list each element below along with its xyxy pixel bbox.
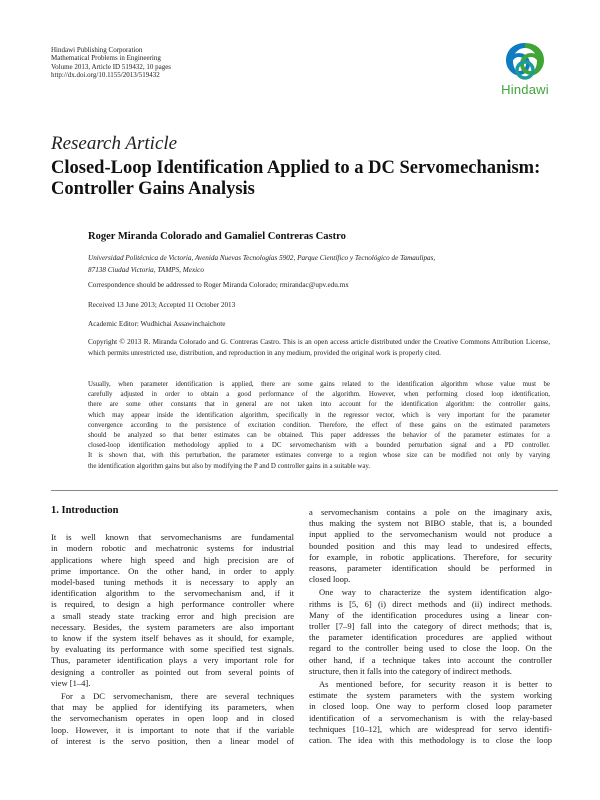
hindawi-wordmark: Hindawi	[501, 82, 549, 97]
text-line: a servomechanism contains a pole on the imaginary axis,	[309, 507, 552, 517]
intro-paragraph	[309, 507, 552, 585]
hindawi-rings-icon	[503, 40, 547, 84]
abstract-line: the identification algorithm gains but also by modifying the P and D controller gains in a suitable way.	[88, 462, 371, 470]
text-line: in closed loop. One way to perform closed loop parameter	[309, 701, 552, 712]
text-line: cation. The idea with this methodology is to close the loop	[309, 735, 552, 746]
section-heading: 1. Introduction	[51, 505, 119, 516]
text-line: estimate the system parameters with the system working	[309, 690, 552, 701]
journal-line: Mathematical Problems in Engineering	[51, 54, 161, 63]
abstract-line: convergence according to the persistence of excitation condition. Therefore, the effect of these gains on the estimated parameters	[88, 421, 550, 429]
text-line: model-based tuning methods it is necessary to apply an	[51, 577, 294, 588]
text-line: bounded position and this may lead to undesired effects,	[309, 540, 552, 551]
right-column	[309, 507, 552, 746]
text-line: that may be applied for identifying its parameters, when	[51, 702, 294, 713]
authors: Roger Miranda Colorado and Gamaliel Contreras Castro	[88, 231, 346, 242]
left-column	[51, 505, 294, 747]
text-line: a small steady state tracking error and high precision are	[51, 610, 294, 621]
text-line: One way to characterize the system identification algo-	[319, 587, 552, 598]
text-line: for example, in robotic applications. Therefore, for security	[309, 551, 552, 562]
text-line: the parameter identification procedures are applied without	[309, 632, 552, 643]
doi-link[interactable]: http://dx.doi.org/10.1155/2013/519432	[51, 71, 160, 80]
intro-paragraph	[309, 587, 552, 677]
hindawi-logo	[492, 40, 558, 108]
abstract-line: there are some other constants that in general are not taken into account for the identification algorithm: the controller gains,	[88, 401, 550, 409]
affiliation	[88, 252, 558, 276]
text-line: applications where high speed and high precision are of	[51, 554, 294, 565]
text-line: designing a controller as pointed out from several points of	[51, 666, 294, 677]
text-line: regard to the controller being used to close the loop. On the	[309, 643, 552, 654]
abstract-line: which may appear inside the identification algorithm, specifically in the regressor vector, which is very important for the parameter	[88, 411, 550, 419]
text-line: to know if the system itself behaves as it should, for example,	[51, 633, 294, 644]
volume-line: Volume 2013, Article ID 519432, 10 pages	[51, 62, 172, 71]
abstract-line: It is shown that, with this perturbation, the parameter estimates converge to a region whose size can be modified not only by varying	[88, 452, 550, 460]
academic-editor: Academic Editor: Wudhichai Assawinchaichote	[88, 320, 226, 328]
text-line: prime importance. On the other hand, in order to apply	[51, 565, 294, 576]
divider	[51, 490, 558, 491]
text-line: structure, then it falls into the category of indirect methods.	[309, 665, 512, 676]
text-line: closed loop.	[309, 574, 351, 585]
affiliation-line: Universidad Politécnica de Victoria, Avenida Nuevas Tecnologías 5902, Parque Científico y Tecnológico de Tamaulipas,	[88, 254, 436, 262]
text-line: input applied to the servomechanism would not produce a	[309, 529, 552, 540]
text-line: It is well known that servomechanisms are fundamental	[51, 532, 294, 543]
text-line: rithms is [5, 6] (i) direct methods and (ii) indirect methods.	[309, 598, 552, 609]
text-line: reasons, parameter identification should be performed in	[309, 563, 552, 574]
intro-paragraph	[309, 679, 552, 746]
text-line: view [1–4].	[51, 677, 91, 688]
text-line: necessary. Besides, the system parameters are also important	[51, 621, 294, 632]
text-line: loop. However, it is important to note that if the variable	[51, 724, 294, 735]
text-line: troller [7–9] fall into the category of direct methods; that is,	[309, 621, 552, 632]
affiliation-line: 87138 Ciudad Victoria, TAMPS, Mexico	[88, 266, 204, 274]
text-line: is required, to design a high performance controller where	[51, 599, 294, 610]
intro-paragraph	[51, 532, 294, 689]
abstract	[88, 380, 550, 472]
text-line: Many of the identification procedures using a linear con-	[309, 609, 552, 620]
abstract-line: closed-loop identification methodology applied to a DC servomechanism with a bounded perturbation signal and a PD controller.	[88, 442, 550, 450]
copyright-notice: Copyright © 2013 R. Miranda Colorado and G. Contreras Castro. This is an open access article distributed under the Creative Commons Attribution License, which permits unrestricted use, distribution, and reproduction in any medium, provided the original work is properly cited.	[88, 338, 550, 357]
journal-info	[51, 46, 171, 80]
text-line: by evaluating its performance with some specified test signals.	[51, 644, 294, 655]
article-type: Research Article	[51, 133, 178, 154]
text-line: identification algorithm to the servomechanism and, if it	[51, 588, 294, 599]
text-line: thus making the system not BIBO stable, that is, a bounded	[309, 518, 552, 529]
abstract-line: Usually, when parameter identification is applied, there are some gains related to the identification algorithm whose value must be	[88, 381, 550, 388]
received-accepted-dates: Received 13 June 2013; Accepted 11 October 2013	[88, 301, 236, 309]
text-line: of interest is the servo position, then a linear model of	[51, 735, 294, 746]
abstract-line: should be analyzed so that better estimates can be obtained. This paper addresses the behavior of the parameter estimates for a	[88, 432, 550, 440]
text-line: techniques [10–12], which are widespread for servo identifi-	[309, 723, 552, 734]
abstract-line: carefully adjusted in order to obtain a good performance of the algorithm. However, when performing closed loop identification,	[88, 391, 550, 399]
text-line: the servomechanism operates in open loop and in closed	[51, 713, 294, 724]
text-line: Thus, parameter identification plays a very important role for	[51, 655, 294, 666]
text-line: For a DC servomechanism, there are several techniques	[61, 691, 294, 702]
text-line: identification of a servomechanism is with the relay-based	[309, 712, 552, 723]
paper-title: Closed-Loop Identification Applied to a DC Servomechanism: Controller Gains Analysis	[51, 158, 541, 199]
text-line: As mentioned before, for security reason it is better to	[319, 679, 552, 690]
intro-paragraph	[51, 691, 294, 747]
text-line: in modern robotic and mechatronic systems for industrial	[51, 543, 294, 554]
text-line: other hand, if a technique takes into account the controller	[309, 654, 552, 665]
correspondence: Correspondence should be addressed to Roger Miranda Colorado; rmirandac@upv.edu.mx	[88, 281, 349, 289]
publisher-line: Hindawi Publishing Corporation	[51, 46, 143, 54]
